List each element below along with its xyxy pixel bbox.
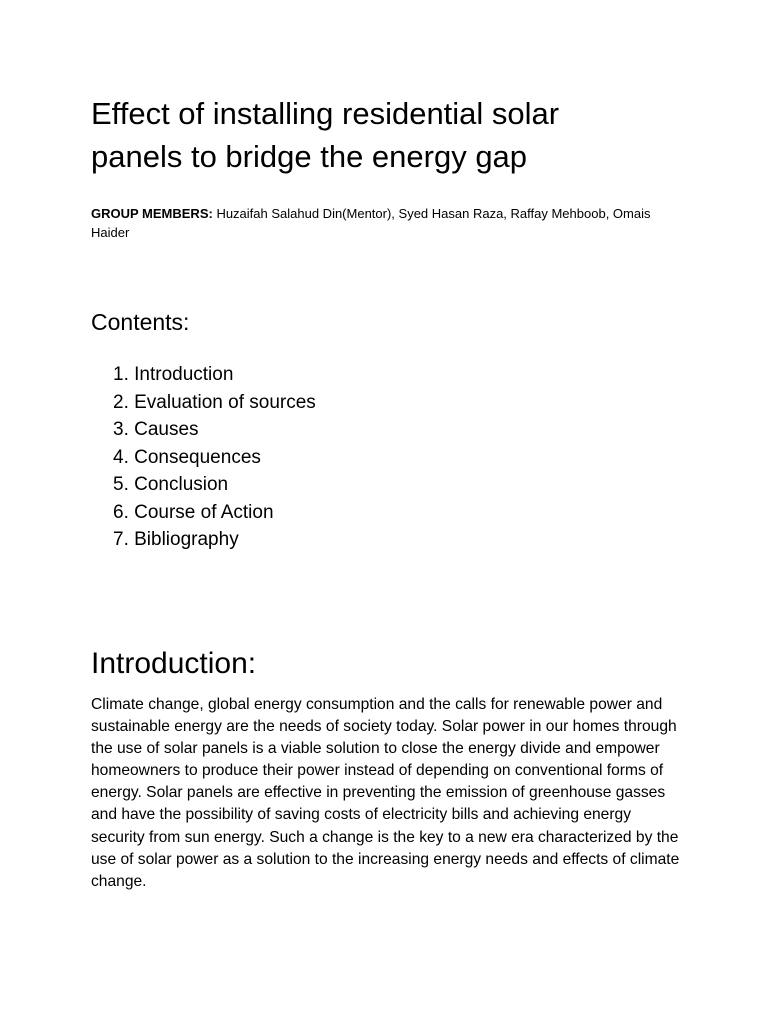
group-members-label: GROUP MEMBERS: (91, 206, 213, 221)
contents-heading: Contents: (91, 309, 190, 335)
contents-item-course-of-action: 6. Course of Action (113, 501, 274, 523)
introduction-heading: Introduction: (91, 647, 257, 680)
contents-item-consequences: 4. Consequences (113, 446, 261, 468)
introduction-body: Climate change, global energy consumption and the calls for renewable power and sustainable energy are the needs of society today. Solar power in our homes through the use of solar panels is a viable solution to close the energy divide and empower homeowners to produce their power instead of depending on conventional forms of energy. Solar panels are effective in preventing the emission of greenhouse gasses and have the possibility of saving costs of electricity bills and achieving energy security from sun energy. Such a change is the key to a new era characterized by the use of solar power as a solution to the increasing energy needs and effects of climate change. (91, 696, 680, 890)
group-members (91, 204, 651, 242)
contents-item-introduction: 1. Introduction (113, 364, 234, 385)
contents-item-conclusion: 5. Conclusion (113, 474, 229, 495)
document-title: Effect of installing residential solar panels to bridge the energy gap (91, 96, 560, 174)
contents-list (113, 361, 316, 554)
group-members-names: Huzaifah Salahud Din(Mentor), Syed Hasan Raza, Raffay Mehboob, Omais Haider (91, 206, 651, 240)
contents-item-bibliography: 7. Bibliography (113, 529, 239, 550)
contents-item-evaluation-of-sources: 2. Evaluation of sources (113, 391, 316, 413)
contents-item-causes: 3. Causes (113, 419, 199, 440)
